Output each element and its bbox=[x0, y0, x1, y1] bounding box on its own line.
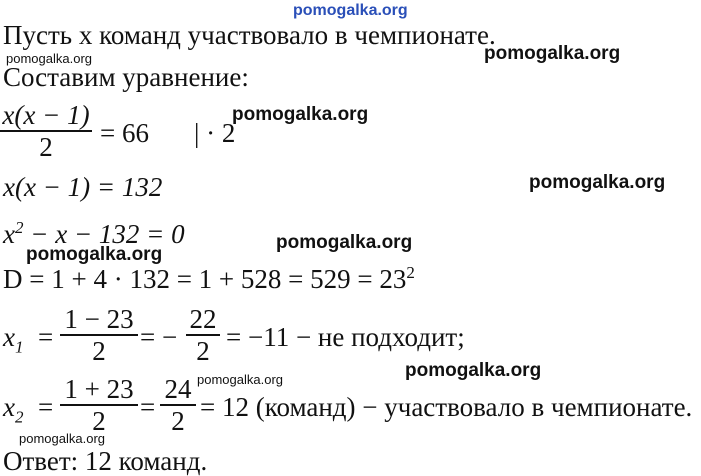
watermark-top: pomogalka.org bbox=[293, 2, 408, 19]
root2-fraction-2 bbox=[160, 375, 196, 435]
discriminant-line bbox=[3, 264, 415, 294]
eq3-rest: − x − 132 = 0 bbox=[23, 219, 185, 249]
eq3-lhs: x bbox=[3, 219, 15, 249]
root1-denominator-2: 2 bbox=[196, 336, 210, 366]
root1-variable bbox=[3, 322, 24, 357]
discriminant-exponent: 2 bbox=[406, 263, 415, 282]
root1-numerator: 1 − 23 bbox=[64, 304, 134, 334]
discriminant-text: D = 1 + 4 · 132 = 1 + 528 = 529 = 23 bbox=[3, 264, 407, 294]
root1-numerator-2: 22 bbox=[189, 304, 217, 334]
compose-text: Составим уравнение: bbox=[3, 62, 249, 92]
root2-numerator-2: 24 bbox=[164, 374, 192, 404]
eq3-exponent: 2 bbox=[14, 218, 24, 237]
fraction-denominator: 2 bbox=[39, 132, 53, 162]
root2-denominator-2: 2 bbox=[171, 406, 185, 436]
root1-eq: = bbox=[38, 322, 54, 352]
eq1-rhs: = 66 bbox=[100, 118, 149, 148]
watermark: pomogalka.org bbox=[484, 43, 621, 64]
root2-eq2: = bbox=[140, 392, 156, 422]
root2-numerator: 1 + 23 bbox=[64, 374, 134, 404]
root1-eq2: = − bbox=[140, 322, 178, 352]
root2-tail: = 12 (команд) − участвовало в чемпионате. bbox=[200, 392, 693, 422]
root2-eq: = bbox=[38, 392, 54, 422]
watermark: pomogalka.org bbox=[529, 172, 666, 193]
root1-tail: = −11 − не подходит; bbox=[226, 322, 465, 352]
watermark: pomogalka.org bbox=[26, 244, 163, 265]
watermark: pomogalka.org bbox=[6, 51, 92, 66]
intro-text: Пусть x команд участвовало в чемпионате. bbox=[3, 20, 496, 50]
watermark: pomogalka.org bbox=[405, 360, 542, 381]
root2-fraction bbox=[60, 375, 138, 435]
watermark: pomogalka.org bbox=[19, 431, 105, 446]
root1-fraction bbox=[60, 305, 138, 365]
watermark: pomogalka.org bbox=[197, 372, 283, 387]
equation-3 bbox=[3, 219, 185, 249]
watermark: pomogalka.org bbox=[276, 232, 413, 253]
root1-sub: 1 bbox=[14, 337, 24, 357]
root2-sub: 2 bbox=[14, 407, 24, 427]
root2-denominator: 2 bbox=[92, 406, 106, 436]
root2-var: x bbox=[3, 392, 15, 422]
answer-text: Ответ: 12 команд. bbox=[3, 446, 208, 476]
root1-denominator: 2 bbox=[92, 336, 106, 366]
fraction-x-x-minus-1-over-2 bbox=[0, 101, 92, 161]
equation-2: x(x − 1) = 132 bbox=[3, 172, 163, 202]
root2-variable bbox=[3, 392, 24, 427]
root1-var: x bbox=[3, 322, 15, 352]
eq1-multiplier: | · 2 bbox=[194, 118, 236, 148]
watermark: pomogalka.org bbox=[232, 104, 369, 125]
root1-fraction-2 bbox=[186, 305, 220, 365]
fraction-numerator: x(x − 1) bbox=[2, 100, 90, 130]
